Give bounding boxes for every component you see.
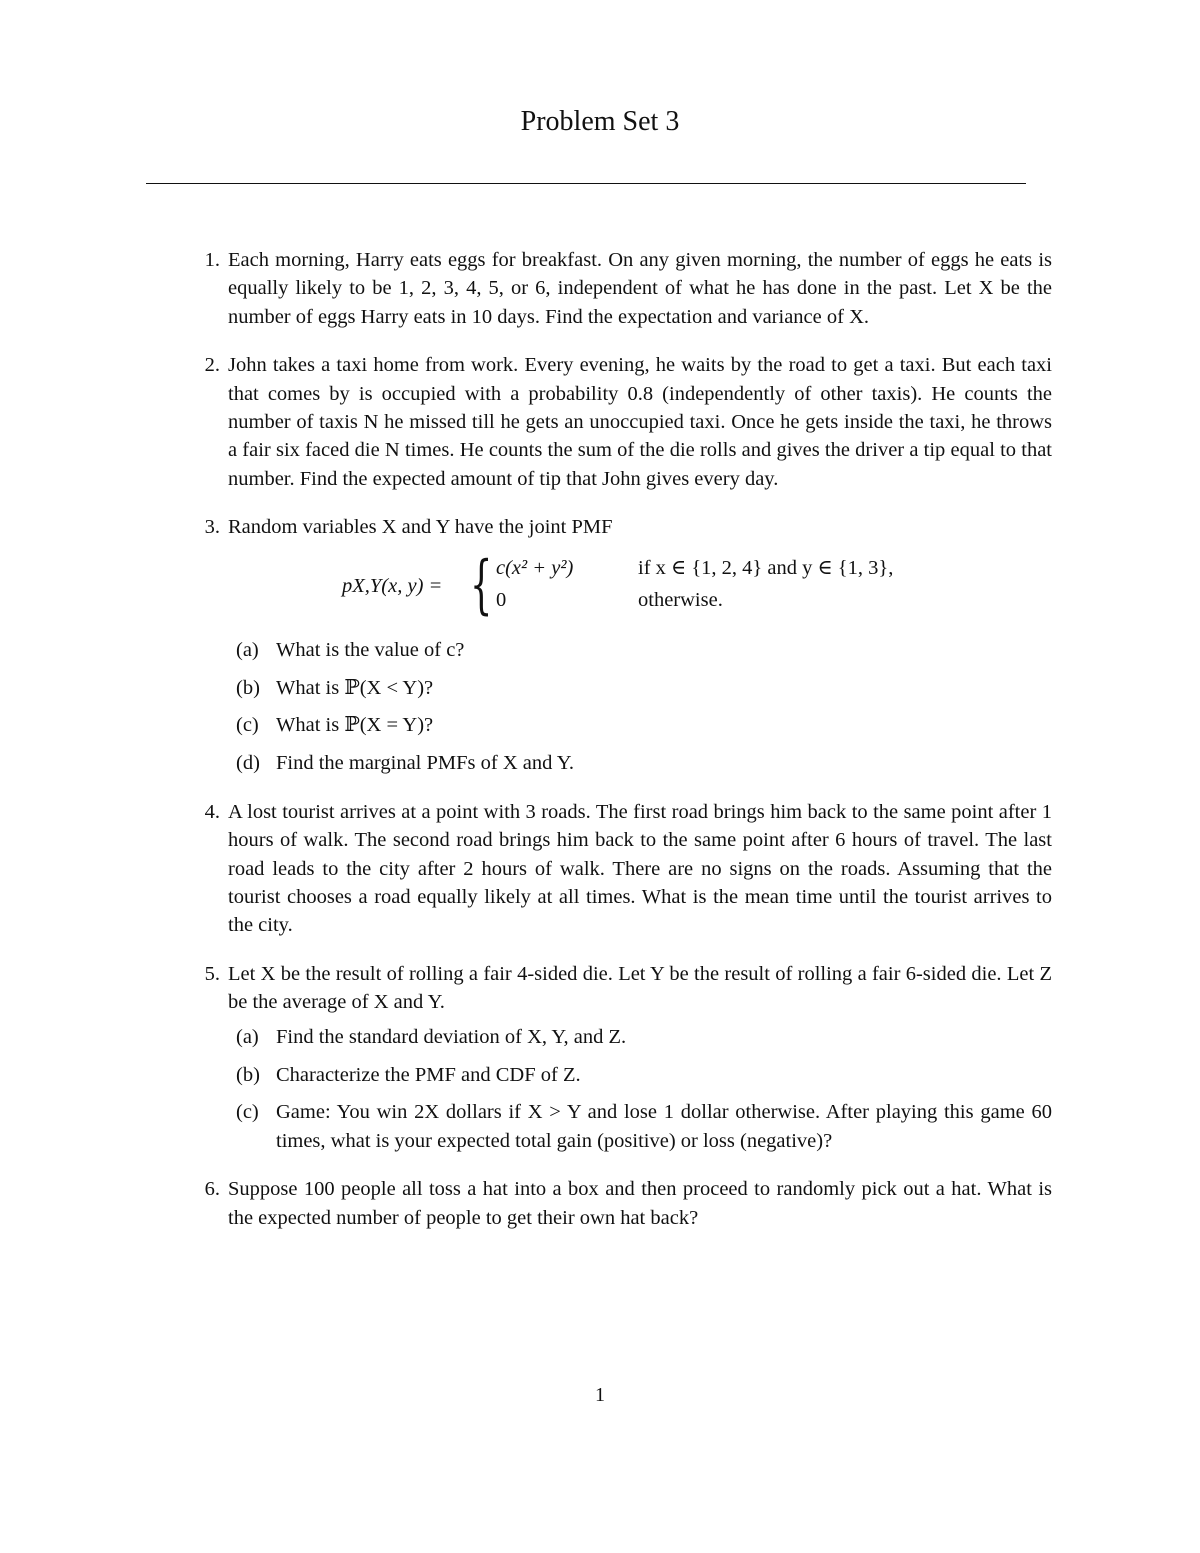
problem-text: John takes a taxi home from work. Every evening, he waits by the road to get a taxi. But each taxi that comes by is occupied with a probability 0.8 (independently of other taxis). He counts the number of taxis N he missed till he gets an unoccupied taxi. Once he gets inside the taxi, he throws a fair six faced die N times. He counts the sum of the die rolls and gives the driver a tip equal to that number. Find the expected amount of tip that John gives every day.	[228, 354, 1052, 490]
subpart-text: Find the marginal PMFs of X and Y.	[276, 752, 575, 775]
subpart	[228, 711, 1052, 739]
subpart-label: (c)	[236, 714, 259, 737]
subpart-text: Game: You win 2X dollars if X > Y and lose 1 dollar otherwise. After playing this game 60 times, what is your expected total gain (positive) or loss (negative)?	[276, 1101, 1052, 1152]
problem-5	[190, 960, 1052, 1155]
joint-pmf-formula	[228, 547, 1052, 622]
problem-list	[190, 246, 1052, 1252]
problem-number: 3.	[204, 516, 220, 539]
title-divider	[146, 183, 1026, 184]
subpart-text: What is ℙ(X = Y)?	[276, 714, 434, 737]
subpart-text: What is ℙ(X < Y)?	[276, 676, 434, 699]
formula-condition-1: if x ∈ {1, 2, 4} and y ∈ {1, 3},	[638, 556, 894, 579]
problem-number: 6.	[204, 1178, 220, 1201]
subpart-label: (d)	[236, 752, 260, 775]
problem-text: Let X be the result of rolling a fair 4-sided die. Let Y be the result of rolling a fair 6-sided die. Let Z be the average of X and Y.	[228, 962, 1052, 1014]
problem-text: A lost tourist arrives at a point with 3 roads. The first road brings him back to the same point after 1 hours of walk. The second road brings him back to the same point after 6 hours of travel. The last road leads to the city after 2 hours of walk. There are no signs on the roads. Assuming that the tourist chooses a road equally likely at all times. What is the mean time until the tourist arrives to the city.	[228, 800, 1052, 937]
subpart	[228, 1023, 1052, 1051]
formula-lhs: pX,Y(x, y) =	[342, 574, 443, 597]
left-brace: {	[470, 547, 493, 622]
subpart-label: (a)	[236, 638, 259, 661]
subpart-label: (b)	[236, 1063, 260, 1086]
formula-case-1: c(x² + y²)	[496, 556, 574, 579]
problem-4	[190, 798, 1052, 940]
page-number: 1	[595, 1384, 605, 1406]
subpart	[228, 636, 1052, 664]
problem-3	[190, 513, 1052, 778]
subpart-text: What is the value of c?	[276, 638, 465, 661]
subpart-list	[228, 1023, 1052, 1156]
subpart-text: Find the standard deviation of X, Y, and Z.	[276, 1025, 627, 1048]
subpart	[228, 749, 1052, 777]
subpart	[228, 1098, 1052, 1155]
subpart-label: (b)	[236, 676, 260, 699]
problem-number: 4.	[204, 800, 220, 823]
subpart-text: Characterize the PMF and CDF of Z.	[276, 1063, 581, 1086]
formula-case-2: 0	[496, 588, 507, 611]
problem-text: Each morning, Harry eats eggs for breakfast. On any given morning, the number of eggs he eats is equally likely to be 1, 2, 3, 4, 5, or 6, independent of what he has done in the past. Let X be the number of eggs Harry eats in 10 days. Find the expectation and variance of X.	[228, 249, 1052, 328]
problem-6	[190, 1175, 1052, 1232]
subpart-label: (a)	[236, 1025, 259, 1048]
subpart	[228, 1061, 1052, 1089]
problem-text: Random variables X and Y have the joint PMF	[228, 516, 613, 539]
page-title: Problem Set 3	[520, 106, 680, 137]
problem-1	[190, 246, 1052, 331]
problem-number: 2.	[204, 354, 220, 377]
problem-number: 1.	[204, 249, 220, 271]
subpart-label: (c)	[236, 1101, 259, 1124]
subpart	[228, 674, 1052, 702]
problem-number: 5.	[204, 962, 220, 985]
subpart-list	[228, 636, 1052, 778]
problem-2	[190, 351, 1052, 493]
problem-text: Suppose 100 people all toss a hat into a box and then proceed to randomly pick out a hat. What is the expected number of people to get their own hat back?	[228, 1178, 1052, 1229]
formula-condition-2: otherwise.	[638, 588, 723, 611]
